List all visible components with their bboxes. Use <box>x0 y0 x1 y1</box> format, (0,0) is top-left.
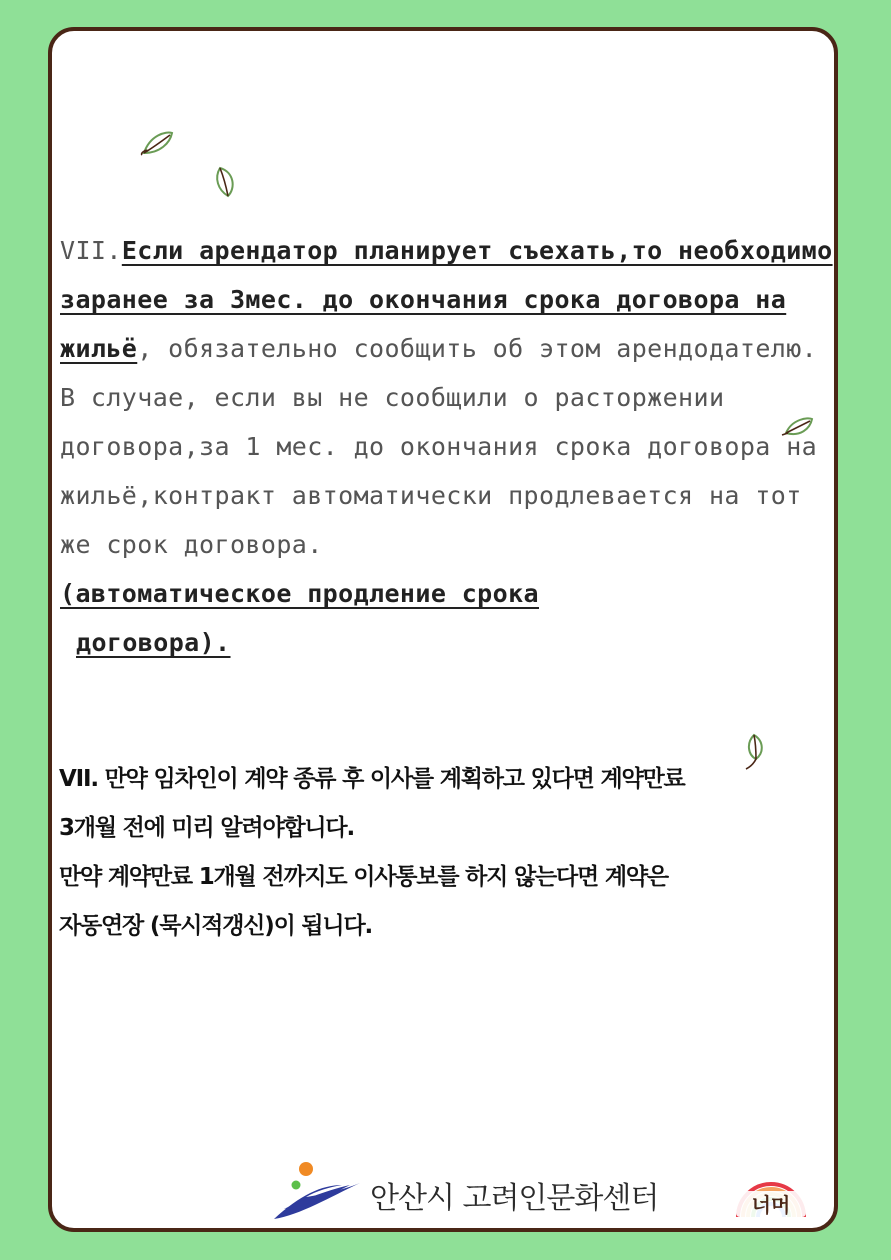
korean-paragraph <box>59 755 838 951</box>
section-number: VII. <box>60 236 122 265</box>
document-card <box>48 27 838 1232</box>
organization-logo-icon <box>270 1161 365 1226</box>
russian-body-text: , обязательно сообщить об этом арендодателю. В случае, если вы не сообщили о расторжении договора,за 1 мес. до окончания срока договора на жильё,контракт автоматически продлевается на тот же срок договора. <box>60 334 818 559</box>
russian-bold-text: Если арендатор планирует съехать,то необходимо заранее за 3мес. до окончания срока договора на жильё <box>60 236 833 363</box>
korean-line: 3개월 전에 미리 알려야합니다. <box>59 815 354 841</box>
leaf-icon <box>212 164 240 200</box>
korean-line: 자동연장 (묵시적갱신)이 됩니다. <box>59 913 373 939</box>
russian-note-line-2: договора). <box>76 628 231 657</box>
rainbow-badge-icon <box>732 1161 810 1223</box>
russian-paragraph <box>60 226 835 667</box>
organization-name: 안산시 고려인문화센터 <box>370 1181 659 1216</box>
badge-text: 너머 <box>751 1193 791 1217</box>
russian-note-line-1: (автоматическое продление срока <box>60 579 539 608</box>
footer-logo <box>270 1161 810 1226</box>
korean-line: VII. 만약 임차인이 계약 종류 후 이사를 계획하고 있다면 계약만료 <box>59 766 685 792</box>
russian-note <box>60 569 835 667</box>
korean-line: 만약 계약만료 1개월 전까지도 이사통보를 하지 않는다면 계약은 <box>59 864 668 890</box>
leaf-icon <box>140 129 176 159</box>
